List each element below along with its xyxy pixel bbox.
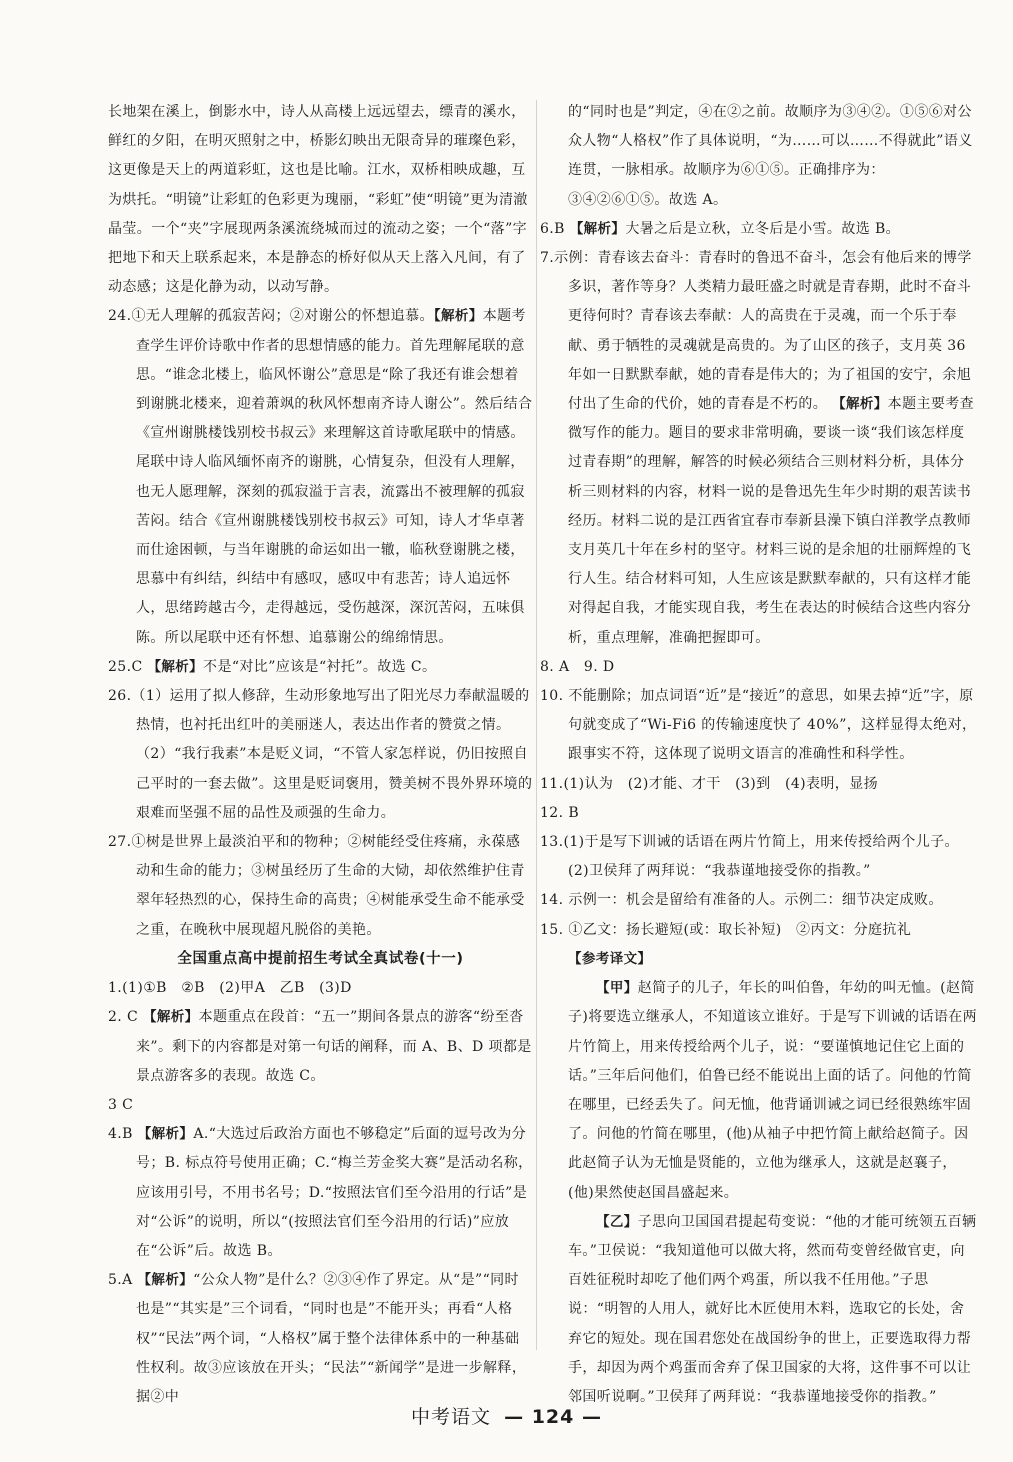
analysis-tag: 【解析】 bbox=[137, 1126, 194, 1143]
answer-6-choice: 6.B bbox=[540, 220, 565, 237]
answer-6-analysis: 大暑之后是立秋，立冬后是小雪。故选 B。 bbox=[625, 220, 901, 237]
answer-25 bbox=[108, 653, 533, 682]
answer-7-example: 7.示例：青春该去奋斗：青春时的鲁迅不奋斗，怎会有他后来的博学多识，著作等身？人类精力最旺盛之时就是青春期，此时不奋斗更待何时？青春该去奉献：人的高贵在于灵魂，而一个乐于奉献、勇于牺牲的灵魂就是高贵的。为了山区的孩子，支月英 36 年如一日默默奉献，她的青春是伟大的；为了祖国的安宁，余旭付出了生命的代价，她的青春是不朽的。 bbox=[540, 250, 972, 413]
page-number: — 124 — bbox=[504, 1406, 602, 1428]
analysis-tag: 【解析】 bbox=[433, 308, 483, 325]
exam-heading: 全国重点高中提前招生考试全真试卷(十一) bbox=[177, 950, 464, 967]
answer-5-continued: 的“同时也是”判定，④在②之前。故顺序为③④②。①⑤⑥对公众人物“人格权”作了具体说明，“为……可以……不得就此”语义连贯，一脉相承。故顺序为⑥①⑤。正确排序为：③④②⑥①⑤。故选 A。 bbox=[568, 104, 973, 208]
answer-5-choice: 5.A bbox=[108, 1272, 133, 1289]
answer-11: 11.(1)认为 (2)才能、才干 (3)到 (4)表明，显扬 bbox=[540, 775, 878, 792]
answer-5 bbox=[108, 1266, 533, 1412]
answer-13-part1: 13.(1)于是写下训诫的话语在两片竹简上，用来传授给两个儿子。 bbox=[540, 834, 959, 851]
answer-26-part2: （2）“我行我素”本是贬义词，“不管人家怎样说，仍旧按照自己平时的一套去做”。这里是贬词褒用，赞美树不畏外界环境的艰难而坚强不屈的品性及顽强的生命力。 bbox=[136, 746, 533, 821]
analysis-tag: 【解析】 bbox=[147, 658, 204, 675]
answer-8-9: 8. A 9. D bbox=[540, 658, 615, 675]
answer-5-analysis: “公众人物”是什么？②③④作了界定。从“是”“同时也是”“其实是”三个词看，“同时也是”不能开头；再看“人格权”“民法”两个词，“人格权”属于整个法律体系中的一种基础性权利。故③应该放在开头；“民法”“新闻学”是进一步解释，据②中 bbox=[136, 1272, 527, 1405]
translation-tag: 【参考译文】 bbox=[568, 950, 652, 967]
answer-14: 14. 示例一：机会是留给有准备的人。示例二：细节决定成败。 bbox=[540, 892, 943, 909]
yi-tag: 【乙】 bbox=[596, 1213, 638, 1230]
analysis-tag: 【解析】 bbox=[142, 1009, 199, 1026]
analysis-tag: 【解析】 bbox=[832, 396, 888, 413]
jia-tag: 【甲】 bbox=[596, 980, 638, 997]
answer-24 bbox=[108, 302, 533, 652]
right-column bbox=[540, 98, 978, 1412]
answer-7-analysis: 本题主要考查微写作的能力。题目的要求非常明确，要谈一谈“我们该怎样度过青春期”的理解，解答的时候必须结合三则材料分析，具体分析三则材料的内容，材料一说的是鲁迅先生年少时期的艰苦读书经历。材料二说的是江西省宜春市奉新县澡下镇白洋教学点教师支月英几十年在乡村的坚守。材料三说的是余旭的壮丽辉煌的飞行人生。结合材料可知，人生应该是默默奉献的，只有这样才能对得起自我，才能实现自我，考生在表达的时候结合这些内容分析，重点理解，准确把握即可。 bbox=[568, 396, 975, 646]
answer-3: 3 C bbox=[108, 1096, 134, 1113]
translation-yi bbox=[540, 1208, 978, 1412]
paragraph-continued: 长地架在溪上，倒影水中，诗人从高楼上远远望去，缥青的溪水，鲜红的夕阳，在明灭照射之中，桥影幻映出无限奇异的璀璨色彩，这更像是天上的两道彩虹，这也是比喻。江水，双桥相映成趣，互为烘托。“明镜”让彩虹的色彩更为瑰丽，“彩虹”使“明镜”更为清澈晶莹。一个“夹”字展现两条溪流绕城而过的流动之姿；一个“落”字把地下和天上联系起来，本是静态的桥好似从天上落入凡间，有了动态感；这是化静为动，以动写静。 bbox=[108, 104, 528, 296]
answer-4-choice: 4.B bbox=[108, 1126, 133, 1143]
answer-2 bbox=[108, 1003, 533, 1091]
translation-jia-text: 赵简子的儿子，年长的叫伯鲁，年幼的叫无恤。(赵简子)将要选立继承人，不知道该立谁好。于是写下训诫的话语在两片竹简上，用来传授给两个儿子，说：“要谨慎地记住它上面的话。”三年后问他们，伯鲁已经不能说出上面的话了。问他的竹简在哪里，已经丢失了。问无恤，他背诵训诫之词已经很熟练牢固了。问他的竹简在哪里，(他)从袖子中把竹简上献给赵简子。因此赵简子认为无恤是贤能的，立他为继承人，这就是赵襄子，(他)果然使赵国昌盛起来。 bbox=[568, 980, 978, 1201]
answer-24-analysis: 本题考查学生评价诗歌中作者的思想情感的能力。首先理解尾联的意思。“谁念北楼上，临风怀谢公”意思是“除了我还有谁会想着到谢朓北楼来，迎着萧飒的秋风怀想南齐诗人谢公”。然后结合《宣州谢朓楼饯别校书叔云》来理解这首诗歌尾联中的情感。尾联中诗人临风缅怀南齐的谢朓，心情复杂，但没有人理解，也无人愿理解，深刻的孤寂溢于言表，流露出不被理解的孤寂苦闷。结合《宣州谢朓楼饯别校书叔云》可知，诗人才华卓著而仕途困顿，与当年谢朓的命运如出一辙，临秋登谢朓之楼，思慕中有纠结，纠结中有感叹，感叹中有悲苦；诗人追远怀人，思绪跨越古今，走得越远，受伤越深，深沉苦闷，五味俱陈。所以尾联中还有怀想、追慕谢公的绵绵情思。 bbox=[136, 308, 533, 646]
page-footer bbox=[0, 1402, 1013, 1429]
answer-4-analysis: A.“大选过后政治方面也不够稳定”后面的逗号改为分号；B. 标点符号使用正确；C.“梅兰芳金奖大赛”是活动名称，应该用引号，不用书名号；D.“按照法官们至今沿用的行话”是对“公诉”的说明，所以“(按照法官们至今沿用的行话)”应放在“公诉”后。故选 B。 bbox=[136, 1126, 533, 1259]
answer-6 bbox=[540, 215, 978, 244]
answer-4 bbox=[108, 1120, 533, 1266]
footer-subject: 中考语文 bbox=[411, 1406, 492, 1428]
answer-2-choice: 2. C bbox=[108, 1009, 139, 1026]
left-column bbox=[108, 98, 533, 1412]
answer-27: 27.①树是世界上最淡泊平和的物种；②树能经受住疼痛，永葆感动和生命的能力；③树虽经历了生命的大恸，却依然维护住青翠年轻热烈的心，保持生命的高贵；④树能承受生命不能承受之重，在晚秋中展现超凡脱俗的美艳。 bbox=[108, 834, 525, 938]
translation-yi-text: 子思向卫国国君提起苟变说：“他的才能可统领五百辆车。”卫侯说：“我知道他可以做大将，然而苟变曾经做官吏，向百姓征税时却吃了他们两个鸡蛋，所以我不任用他。”子思说：“明智的人用人，就好比木匠使用木料，选取它的长处，舍弃它的短处。现在国君您处在战国纷争的世上，正要选取得力帮手，却因为两个鸡蛋而舍弃了保卫国家的大将，这件事不可以让邻国听说啊。”卫侯拜了两拜说：“我恭谨地接受你的指教。” bbox=[568, 1213, 977, 1405]
answer-2-analysis: 本题重点在段首：“五一”期间各景点的游客“纷至沓来”。剩下的内容都是对第一句话的阐释，而 A、B、D 项都是景点游客多的表现。故选 C。 bbox=[136, 1009, 532, 1084]
answer-10: 10. 不能删除；加点词语“近”是“接近”的意思，如果去掉“近”字，原句就变成了“Wi-Fi6 的传输速度快了 40%”，这样显得太绝对，跟事实不符，这体现了说明文语言的准确性和科学性。 bbox=[540, 688, 977, 763]
column-divider bbox=[536, 100, 537, 1350]
translation-jia bbox=[540, 974, 978, 1208]
answer-25-choice: 25.C bbox=[108, 658, 143, 675]
answer-7 bbox=[540, 244, 978, 653]
answer-13-part2: (2)卫侯拜了两拜说：“我恭谨地接受你的指教。” bbox=[568, 863, 871, 880]
answer-24-text: 24.①无人理解的孤寂苦闷；②对谢公的怀想追慕。 bbox=[108, 308, 434, 325]
answer-15: 15. ①乙文：扬长避短(或：取长补短) ②丙文：分庭抗礼 bbox=[540, 921, 912, 938]
answer-26-part1: 26.（1）运用了拟人修辞，生动形象地写出了阳光尽力奉献温暖的热情，也衬托出红叶的美丽迷人，表达出作者的赞赏之情。 bbox=[108, 688, 530, 734]
answer-12: 12. B bbox=[540, 804, 580, 821]
answer-25-analysis: 不是“对比”应该是“衬托”。故选 C。 bbox=[203, 658, 437, 675]
analysis-tag: 【解析】 bbox=[137, 1272, 194, 1289]
analysis-tag: 【解析】 bbox=[569, 220, 626, 237]
answer-1: 1.(1)①B ②B (2)甲A 乙B (3)D bbox=[108, 980, 352, 997]
